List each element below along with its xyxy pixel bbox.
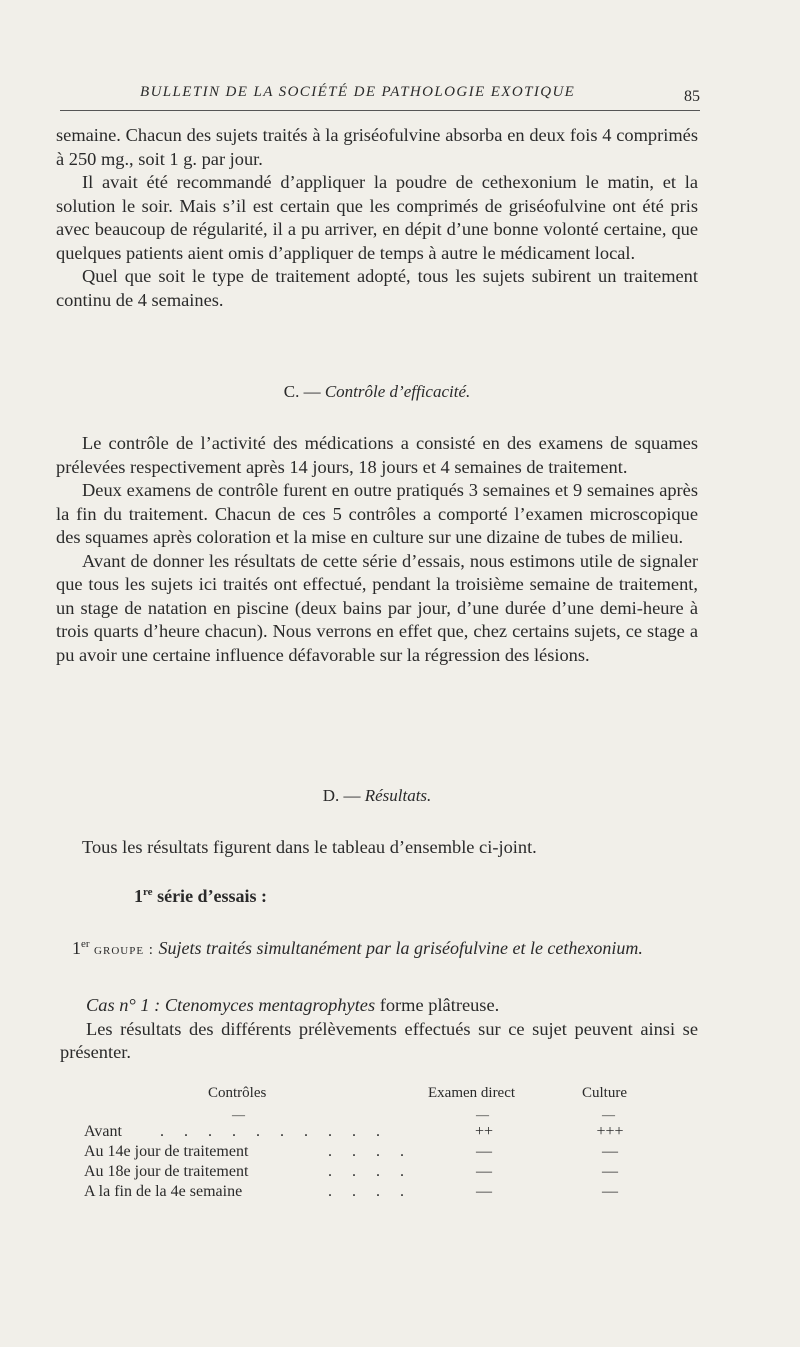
groupe-heading bbox=[72, 932, 698, 962]
cas-block bbox=[60, 994, 698, 1065]
serie-label: série d’essais : bbox=[157, 886, 268, 906]
row-label: A la fin de la 4e semaine bbox=[84, 1183, 243, 1200]
section-heading-c bbox=[56, 382, 698, 402]
paragraph: semaine. Chacun des sujets traités à la griséofulvine absorba en deux fois 4 comprimés à 250 mg., soit 1 g. par jour. bbox=[56, 125, 698, 169]
journal-title: BULLETIN DE LA SOCIÉTÉ DE PATHOLOGIE EXOTIQUE bbox=[140, 84, 576, 100]
header-dash: — bbox=[476, 1107, 489, 1122]
col-header-culture: Culture bbox=[582, 1085, 627, 1101]
running-header bbox=[60, 84, 700, 111]
cas-label: Cas n° 1 : Ctenomyces mentagrophytes bbox=[86, 995, 376, 1015]
section-prefix: C. — bbox=[283, 382, 321, 401]
section-prefix: D. — bbox=[322, 786, 361, 805]
row-label: Avant bbox=[84, 1123, 122, 1140]
paragraph: Les résultats des différents prélèvements effectués sur ce sujet peuvent ainsi se présenter. bbox=[60, 1018, 698, 1062]
col-header-examen: Examen direct bbox=[428, 1085, 516, 1101]
page-number: 85 bbox=[684, 88, 700, 105]
culture-cell: — bbox=[602, 1183, 618, 1200]
groupe-text: Sujets traités simultanément par la griséofulvine et le cethexonium. bbox=[158, 938, 643, 958]
cas-suffix: forme plâtreuse. bbox=[379, 995, 500, 1015]
examen-cell: — bbox=[476, 1143, 492, 1160]
groupe-number: 1 bbox=[72, 938, 81, 958]
paragraph: Deux examens de contrôle furent en outre pratiqués 3 semaines et 9 semaines après la fin du traitement. Chacun de ces 5 contrôles a comporté l’examen microscopique des squames après coloration et la mise en culture sur une dizaine de tubes de milieu. bbox=[56, 480, 698, 547]
row-label: Au 14e jour de traitement bbox=[84, 1143, 249, 1160]
groupe-label: groupe : bbox=[94, 942, 154, 958]
serie-number: 1 bbox=[134, 886, 143, 906]
culture-cell: +++ bbox=[596, 1123, 624, 1140]
section-title: Résultats. bbox=[364, 786, 432, 805]
paragraph: Avant de donner les résultats de cette série d’essais, nous estimons utile de signaler que tous les sujets ici traités ont effectué, pendant la troisième semaine de traitement, un stage de natation en piscine (deux bains par jour, d’une durée d’une demi-heure à trois quarts d’heure chacun). Nous verrons en effet que, chez certains sujets, ce stage a pu avoir une certaine influence défavorable sur la régression des lésions. bbox=[56, 550, 698, 665]
culture-cell: — bbox=[602, 1143, 618, 1160]
row-dots: . . . . bbox=[328, 1143, 412, 1160]
paragraph: Il avait été recommandé d’appliquer la poudre de cethexonium le matin, et la solution le soir. Mais s’il est certain que les comprimés de griséofulvine ont été pris avec beaucoup de régularité, il a pu arriver, en dépit d’une bonne volonté certaine, que quelques patients aient omis d’appliquer de temps à autre le médicament local. bbox=[56, 172, 698, 263]
culture-cell: — bbox=[602, 1163, 618, 1180]
header-dash: — bbox=[602, 1107, 615, 1122]
paragraph: Tous les résultats figurent dans le tableau d’ensemble ci-joint. bbox=[82, 837, 537, 857]
groupe-sup: er bbox=[81, 938, 90, 950]
row-dots: . . . . bbox=[328, 1183, 412, 1200]
serie-sup: re bbox=[143, 886, 153, 898]
row-dots: . . . . . . . . . . bbox=[160, 1123, 388, 1140]
section-heading-d bbox=[56, 786, 698, 806]
section-title: Contrôle d’efficacité. bbox=[324, 382, 471, 401]
paragraph: Le contrôle de l’activité des médications a consisté en des examens de squames prélevées respectivement après 14 jours, 18 jours et 4 semaines de traitement. bbox=[56, 433, 698, 477]
header-dash: — bbox=[232, 1107, 245, 1122]
paragraph: Quel que soit le type de traitement adopté, tous les sujets subirent un traitement continu de 4 semaines. bbox=[56, 266, 698, 310]
examen-cell: — bbox=[476, 1163, 492, 1180]
serie-heading bbox=[134, 886, 267, 907]
cas-line bbox=[60, 994, 698, 1018]
top-paragraphs bbox=[56, 124, 698, 312]
results-table bbox=[72, 1085, 672, 1225]
section-c-body bbox=[56, 432, 698, 667]
col-header-controles: Contrôles bbox=[208, 1085, 267, 1101]
examen-cell: ++ bbox=[474, 1123, 494, 1140]
row-dots: . . . . bbox=[328, 1163, 412, 1180]
examen-cell: — bbox=[476, 1183, 492, 1200]
section-d-body bbox=[56, 836, 698, 860]
row-label: Au 18e jour de traitement bbox=[84, 1163, 249, 1180]
